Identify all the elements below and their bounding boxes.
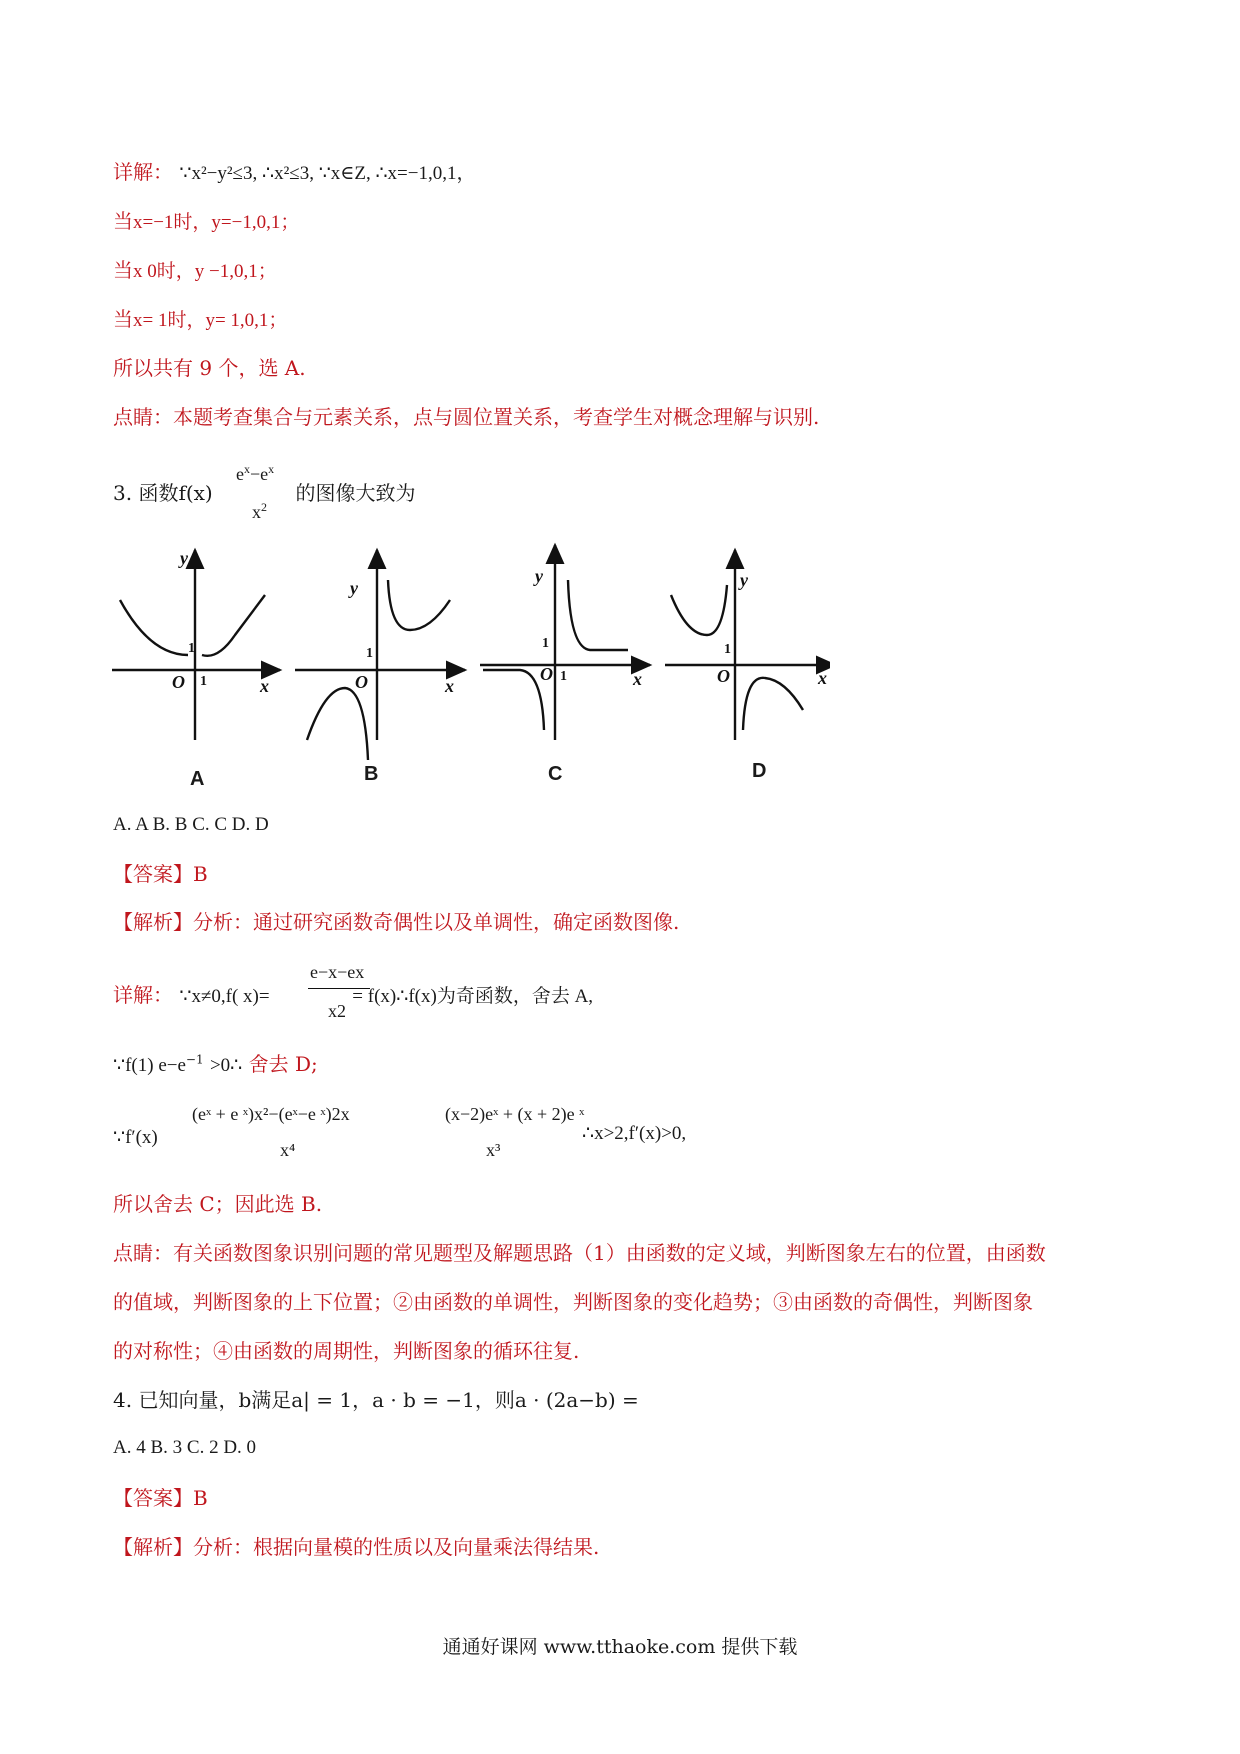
q3-detail-line-2: ∵f(1) $e-e^{-1}$ >0∴ 舍去 D; <box>113 1052 318 1076</box>
axis-x-label-a: x <box>260 676 269 696</box>
question-3-answer: 【答案】B <box>113 862 208 886</box>
graph-b <box>295 550 465 760</box>
axis-y-label-d: y <box>740 570 748 590</box>
case-line-3: 当x= 1时，y= 1,0,1； <box>113 307 288 331</box>
axis-x-label-c: x <box>633 669 642 689</box>
svg-text:1: 1 <box>724 642 731 657</box>
origin-label-b: O <box>355 672 368 692</box>
origin-label-c: O <box>540 664 553 684</box>
q3-detail-line-4: 所以舍去 C；因此选 B. <box>113 1192 323 1216</box>
graph-a <box>112 550 280 740</box>
svg-text:1: 1 <box>560 669 567 684</box>
remark-line: 点睛：本题考查集合与元素关系，点与圆位置关系，考查学生对概念理解与识别. <box>113 405 820 429</box>
svg-text:1: 1 <box>188 641 195 656</box>
graph-label-a: A <box>190 768 205 790</box>
graph-c <box>480 545 650 740</box>
fraction-denominator: $x^2$ <box>252 500 267 522</box>
derivative-conclusion: ∴x>2,f′(x)>0, <box>582 1123 687 1144</box>
axis-y-label-a: y <box>180 548 188 568</box>
fraction-numerator: $e^x-e^x$ <box>236 462 275 484</box>
q3-remark-line-3: 的对称性；④由函数的周期性，判断图象的循环往复. <box>113 1339 580 1363</box>
q3-detail-line-3: ∵f′(x) <box>113 1127 158 1148</box>
detail-line-1 <box>113 160 475 186</box>
axis-y-label-b: y <box>350 578 358 598</box>
graph-label-b: B <box>364 763 379 785</box>
q3-detail-denominator: x2 <box>328 1001 346 1021</box>
origin-label-a: O <box>172 672 185 692</box>
svg-text:1: 1 <box>366 646 373 661</box>
q3-detail-numerator: e−x−ex <box>310 962 365 982</box>
q3-remark-line-2: 的值域，判断图象的上下位置；②由函数的单调性，判断图象的变化趋势；③由函数的奇偶性，判断图象 <box>113 1290 1033 1314</box>
page-footer: 通通好课网 www.tthaoke.com 提供下载 <box>442 1636 798 1658</box>
graph-label-d: D <box>752 760 767 782</box>
derivative-numerator-1: (eˣ + e ˣ)x²−(eˣ−e ˣ)2x <box>192 1104 350 1124</box>
axis-x-label-d: x <box>818 668 827 688</box>
case-line-1: 当x=−1时，y=−1,0,1； <box>113 209 300 233</box>
question-4-answer: 【答案】B <box>113 1486 208 1510</box>
derivative-numerator-2: (x−2)eˣ + (x + 2)e ˣ <box>445 1104 585 1124</box>
question-3-stem: 3. 函数f(x) 的图像大致为 <box>113 481 416 505</box>
axis-y-label-c: y <box>535 566 543 586</box>
detail-tag: 详解： <box>113 160 173 184</box>
question-3-analysis: 【解析】分析：通过研究函数奇偶性以及单调性，确定函数图像. <box>113 910 680 934</box>
axis-x-label-b: x <box>445 676 454 696</box>
q3-detail-line-1: 详解： ∵x≠0,f( x)= = f(x)∴f(x)为奇函数，舍去 A, <box>113 983 594 1007</box>
origin-label-d: O <box>717 666 730 686</box>
case-line-2: 当x 0时，y −1,0,1； <box>113 258 277 282</box>
conclusion-line: 所以共有 9 个，选 A. <box>113 356 306 380</box>
option-graphs <box>110 540 830 770</box>
q3-remark-line-1: 点睛：有关函数图象识别问题的常见题型及解题思路（1）由函数的定义域，判断图象左右的位置，由函数 <box>113 1241 1046 1265</box>
question-3-options: A. A B. B C. C D. D <box>113 814 269 835</box>
svg-text:1: 1 <box>200 674 207 689</box>
question-4-analysis: 【解析】分析：根据向量模的性质以及向量乘法得结果. <box>113 1535 600 1559</box>
derivative-denominator-2: x³ <box>486 1140 501 1160</box>
graph-label-c: C <box>548 763 563 785</box>
question-4-stem: 4. 已知向量，b满足a| = 1，a · b = −1，则a · (2a−b) = <box>113 1388 639 1412</box>
detail-math: ∵x²−y²≤3, ∴x²≤3, ∵x∈Z, ∴x=−1,0,1， <box>179 163 476 184</box>
question-4-options: A. 4 B. 3 C. 2 D. 0 <box>113 1437 257 1458</box>
derivative-denominator-1: x⁴ <box>280 1140 296 1160</box>
svg-text:1: 1 <box>542 636 549 651</box>
